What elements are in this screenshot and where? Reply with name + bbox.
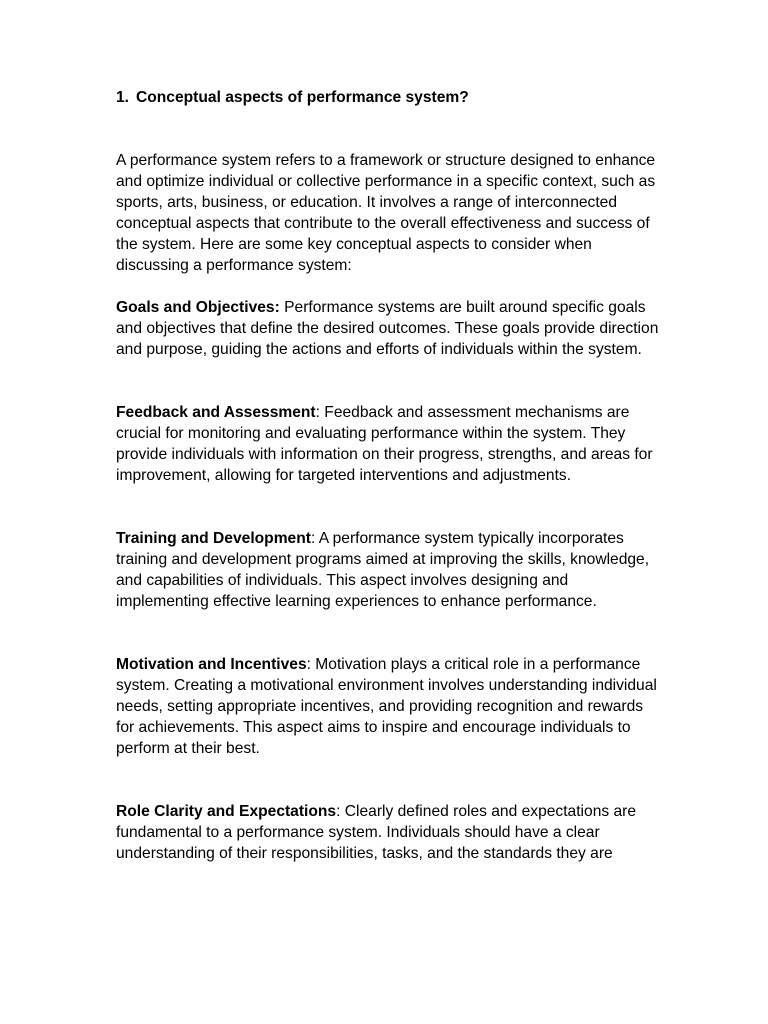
heading-number: 1. [116, 89, 130, 106]
paragraph-text: : Motivation plays a critical role in a performance system. Creating a motivational environment involves understanding individual needs, setting appropriate incentives, and providing recognition and rewards for achievements. This aspect aims to inspire and encourage individuals to perform at their best. [116, 656, 657, 757]
paragraph-text: : Feedback and assessment mechanisms are crucial for monitoring and evaluating performance within the system. They provide individuals with information on their progress, strengths, and areas for improvement, allowing for targeted interventions and adjustments. [116, 404, 653, 484]
paragraph-goals-objectives [116, 297, 661, 360]
term-label: Feedback and Assessment [116, 404, 316, 421]
paragraph-training-development [116, 528, 661, 612]
intro-paragraph: A performance system refers to a framework or structure designed to enhance and optimize individual or collective performance in a specific context, such as sports, arts, business, or education. It involves a range of interconnected conceptual aspects that contribute to the overall effectiveness and success of the system. Here are some key conceptual aspects to consider when discussing a performance system: [116, 152, 656, 274]
term-label: Training and Development [116, 530, 311, 547]
section-heading [116, 87, 661, 108]
paragraph-text: Performance systems are built around specific goals and objectives that define the desired outcomes. These goals provide direction and purpose, guiding the actions and efforts of individuals within the system. [116, 299, 659, 358]
term-label: Role Clarity and Expectations [116, 803, 337, 820]
paragraph-text: : A performance system typically incorporates training and development programs aimed at improving the skills, knowledge, and capabilities of individuals. This aspect involves designing and implementing effective learning experiences to enhance performance. [116, 530, 650, 610]
paragraph-role-clarity [116, 801, 661, 864]
term-label: Goals and Objectives: [116, 299, 280, 316]
term-label: Motivation and Incentives [116, 656, 307, 673]
document-body [116, 87, 661, 864]
heading-text: Conceptual aspects of performance system? [136, 89, 469, 106]
paragraph-feedback-assessment [116, 402, 661, 486]
paragraph-motivation-incentives [116, 654, 661, 759]
paragraph-text: : Clearly defined roles and expectations are fundamental to a performance system. Individuals should have a clear understanding of their responsibilities, tasks, and the standards they are [116, 803, 637, 862]
